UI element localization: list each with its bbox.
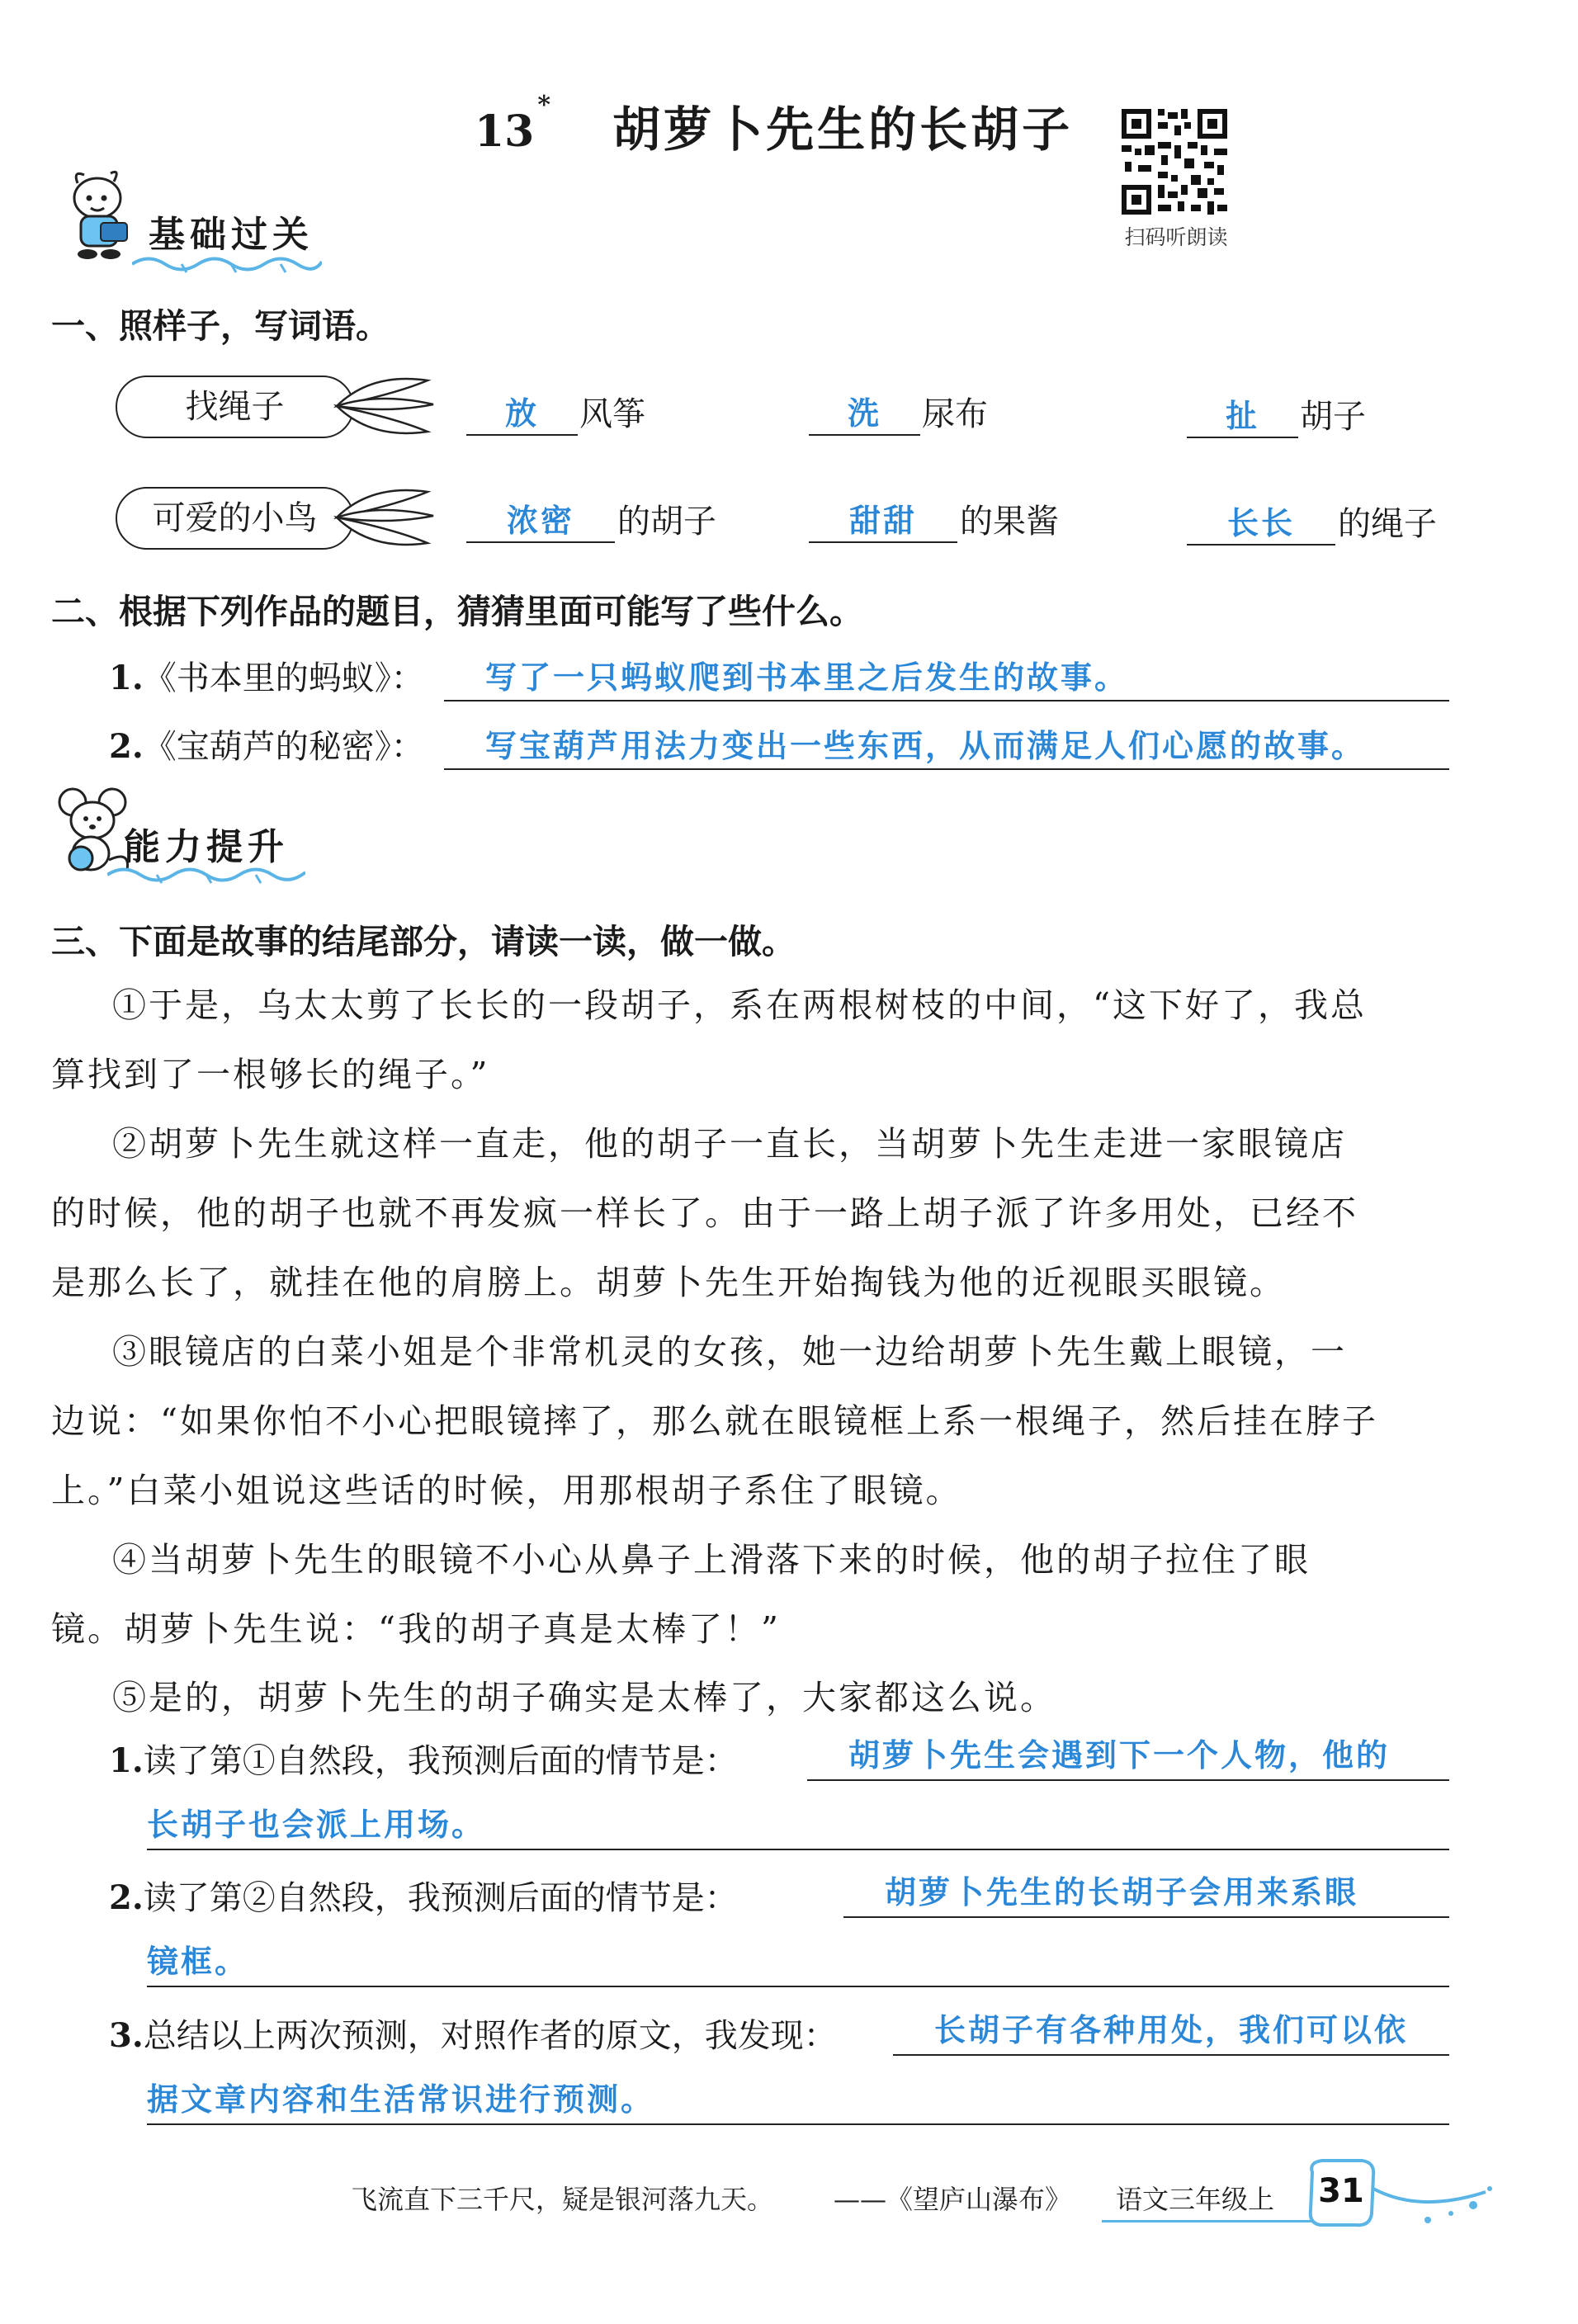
story-paragraph-4: [51, 1525, 1458, 1664]
q2-item: [109, 652, 424, 699]
answer-line[interactable]: [147, 2074, 1449, 2125]
work-title: 《书本里的蚂蚁》：: [143, 659, 424, 697]
question-prompt: 读了第①自然段，我预测后面的情节是：: [143, 1742, 738, 1780]
lesson-star: *: [537, 91, 551, 120]
word-suffix: 胡子: [1300, 398, 1366, 436]
answer-line[interactable]: [893, 2005, 1449, 2056]
answer-blank[interactable]: [1187, 498, 1335, 546]
example-word: 找绳子: [185, 388, 285, 426]
answer-text: 长胡子也会派上用场。: [147, 1807, 486, 1843]
answer-blank[interactable]: [466, 388, 578, 436]
story-paragraph-2: [51, 1109, 1458, 1317]
section-advanced-header: 能力提升: [124, 826, 289, 868]
paragraph-line: 算找到了一根够长的绳子。”: [51, 1055, 490, 1094]
word-suffix: 的胡子: [617, 503, 716, 541]
footer-underline: [1102, 2220, 1325, 2222]
story-paragraph-3: [51, 1317, 1458, 1525]
paragraph-line: 上。”白菜小姐说这些话的时候，用那根胡子系住了眼镜。: [51, 1471, 962, 1510]
item-number: 1.: [109, 659, 144, 697]
paragraph-line: ①于是，乌太太剪了长长的一段胡子，系在两根树枝的中间，“这下好了，我总: [112, 985, 1367, 1025]
q3-question-3: [109, 2010, 837, 2057]
answer-text: 洗: [847, 395, 881, 432]
answer-text: 长胡子有各种用处，我们可以依: [934, 2012, 1409, 2048]
footer-quote: 飞流直下三千尺，疑是银河落九天。: [351, 2184, 774, 2215]
answer-blank[interactable]: [809, 388, 920, 436]
qr-code-icon[interactable]: [1118, 106, 1231, 218]
wave-decoration: [132, 252, 322, 276]
q1-heading: 一、照样子，写词语。: [51, 306, 390, 346]
q2-item: [109, 720, 424, 768]
story-paragraph-5: [112, 1663, 1458, 1732]
paragraph-line: ④当胡萝卜先生的眼镜不小心从鼻子上滑落下来的时候，他的胡子拉住了眼: [112, 1540, 1311, 1580]
question-prompt: 总结以上两次预测，对照作者的原文，我发现：: [143, 2017, 837, 2055]
carrot-leaf-icon: [330, 479, 437, 557]
footer-source: ——《望庐山瀑布》: [834, 2184, 1072, 2215]
word-suffix: 尿布: [922, 395, 988, 433]
answer-text: 浓密: [506, 503, 574, 539]
lesson-name: 胡萝卜先生的长胡子: [612, 102, 1074, 158]
page-number: 31: [1318, 2172, 1364, 2210]
q3-question-1: [109, 1735, 738, 1782]
answer-text: 扯: [1225, 398, 1259, 434]
footer-book: 语文三年级上: [1116, 2184, 1275, 2215]
answer-line[interactable]: [147, 1799, 1449, 1850]
answer-line[interactable]: [147, 1936, 1449, 1987]
lesson-number: 13: [475, 106, 535, 157]
answer-text: 胡萝卜先生会遇到下一个人物，他的: [848, 1737, 1391, 1774]
goat-mascot-icon: [51, 165, 150, 264]
answer-line[interactable]: [843, 1867, 1449, 1918]
lesson-title: [475, 91, 1073, 160]
wave-decoration: [107, 862, 305, 887]
carrot-leaf-icon: [330, 367, 437, 446]
answer-text: 胡萝卜先生的长胡子会用来系眼: [885, 1874, 1359, 1911]
answer-text: 放: [504, 395, 539, 432]
answer-line[interactable]: [444, 720, 1449, 770]
story-paragraph-1: [51, 971, 1458, 1109]
example-word-box: [116, 376, 354, 438]
section-basic-header: 基础过关: [149, 214, 314, 256]
example-word-box: [116, 487, 354, 550]
q3-heading: 三、下面是故事的结尾部分，请读一读，做一做。: [51, 922, 796, 961]
answer-text: 长长: [1226, 505, 1295, 541]
paragraph-line: 的时候，他的胡子也就不再发疯一样长了。由于一路上胡子派了许多用处，已经不: [51, 1193, 1358, 1233]
q2-heading: 二、根据下列作品的题目，猜猜里面可能写了些什么。: [51, 592, 863, 631]
answer-text: 据文章内容和生活常识进行预测。: [147, 2081, 655, 2118]
answer-text: 甜甜: [848, 503, 917, 539]
answer-text: 写了一只蚂蚁爬到书本里之后发生的故事。: [485, 659, 1129, 696]
paragraph-line: 边说：“如果你怕不小心把眼镜摔了，那么就在眼镜框上系一根绳子，然后挂在脖子: [51, 1401, 1378, 1441]
paragraph-line: ②胡萝卜先生就这样一直走，他的胡子一直长，当胡萝卜先生走进一家眼镜店: [112, 1124, 1347, 1164]
item-number: 2.: [109, 1878, 144, 1917]
question-prompt: 读了第②自然段，我预测后面的情节是：: [143, 1879, 738, 1917]
paragraph-line: 是那么长了，就挂在他的肩膀上。胡萝卜先生开始掏钱为他的近视眼买眼镜。: [51, 1263, 1286, 1302]
item-number: 2.: [109, 727, 144, 766]
answer-blank[interactable]: [466, 495, 615, 543]
answer-text: 镜框。: [147, 1944, 249, 1980]
word-suffix: 风筝: [579, 395, 645, 433]
word-suffix: 的果酱: [960, 503, 1059, 541]
paragraph-line: ③眼镜店的白菜小姐是个非常机灵的女孩，她一边给胡萝卜先生戴上眼镜，一: [112, 1332, 1347, 1372]
item-number: 1.: [109, 1741, 144, 1780]
paragraph-line: ⑤是的，胡萝卜先生的胡子确实是太棒了，大家都这么说。: [112, 1678, 1056, 1717]
work-title: 《宝葫芦的秘密》：: [143, 728, 424, 766]
word-suffix: 的绳子: [1338, 505, 1437, 543]
answer-blank[interactable]: [1187, 390, 1298, 438]
paragraph-line: 镜。胡萝卜先生说：“我的胡子真是太棒了！”: [51, 1609, 781, 1649]
q3-question-2: [109, 1872, 738, 1919]
answer-text: 写宝葫芦用法力变出一些东西，从而满足人们心愿的故事。: [485, 728, 1366, 764]
answer-blank[interactable]: [809, 495, 957, 543]
answer-line[interactable]: [444, 652, 1449, 701]
answer-line[interactable]: [807, 1730, 1449, 1781]
example-word: 可爱的小鸟: [152, 499, 318, 537]
item-number: 3.: [109, 2016, 144, 2055]
qr-caption: 扫码听朗读: [1124, 225, 1228, 249]
